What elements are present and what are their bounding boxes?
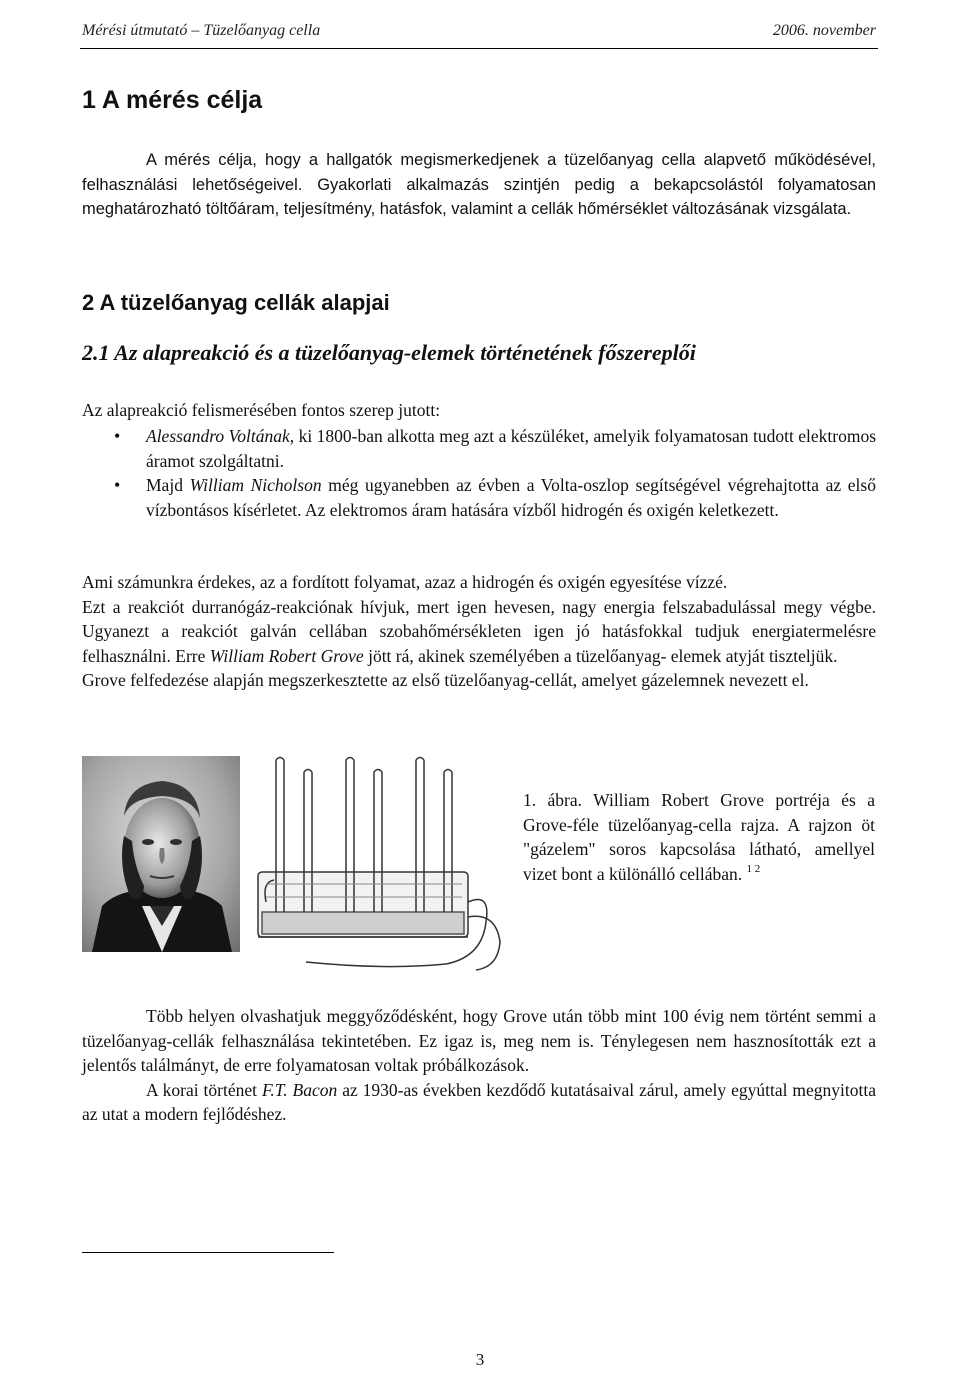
figure-caption bbox=[523, 788, 875, 886]
body-paragraphs bbox=[82, 570, 876, 693]
section-2-1-title: 2.1 Az alapreakció és a tüzelőanyag-elemek történetének főszereplői bbox=[82, 340, 696, 365]
person-name: F.T. Bacon bbox=[261, 1079, 338, 1100]
footnote-separator bbox=[82, 1252, 334, 1253]
section-2-title: 2 A tüzelőanyag cellák alapjai bbox=[82, 290, 390, 315]
running-header-date: 2006. november bbox=[772, 22, 876, 39]
person-name: William Robert Grove bbox=[209, 645, 364, 666]
history-text: Több helyen olvashatjuk meggyőződésként, hogy Grove után több mint 100 évig nem történt semmi a tüzelőanyag-cellák felhasználása tekintetében. Ez igaz is, meg nem is. Ténylegesen nem hasznosították ezt a jelentős találmányt, de erre folyamatosan voltak próbálkozások. bbox=[82, 1006, 876, 1075]
footnote-reference: 1 2 bbox=[746, 862, 761, 875]
section-1-title: 1 A mérés célja bbox=[82, 86, 263, 114]
grove-text-after: jött rá, akinek személyében a tüzelőanyag- elemek atyját tiszteljük. bbox=[363, 645, 838, 666]
bacon-paragraph bbox=[82, 1078, 876, 1127]
figure-caption-text: 1. ábra. William Robert Grove portréja és a Grove-féle tüzelőanyag-cella rajza. A rajzon öt "gázelem" soros kapcsolása látható, amellyel vizet bont a különálló cellában. bbox=[523, 790, 875, 884]
list-item bbox=[82, 473, 876, 522]
intro-paragraph: Az alapreakció felismerésében fontos szerep jutott: bbox=[82, 400, 441, 420]
header-rule bbox=[80, 48, 878, 49]
grove-paragraph bbox=[82, 595, 876, 669]
person-name: Alessandro Voltának bbox=[146, 426, 290, 446]
grove-cell-drawing bbox=[246, 752, 506, 974]
list-item-text: , ki 1800-ban alkotta meg azt a készüléket, amelyik folyamatosan tudott elektromos áramot szolgáltatni. bbox=[146, 426, 877, 471]
list-item-text: még ugyanebben az évben a Volta-oszlop segítségével végrehajtotta az első vízbontásos kísérletet. Az elektromos áram hatására vízből hidrogén és oxigén keletkezett. bbox=[146, 475, 876, 520]
grove-text-before: Ezt a reakciót durranógáz-reakciónak hívjuk, mert igen hevesen, nagy energia felszabadulással megy végbe. Ugyanezt a reakciót galván cellában szobahőmérsékleten igen jó hatásfokkal tudjuk energiatermelésre felhasználni. Erre bbox=[82, 596, 876, 666]
history-paragraph bbox=[82, 1004, 876, 1078]
contributors-list bbox=[82, 424, 876, 522]
running-header-title: Mérési útmutató – Tüzelőanyag cella bbox=[82, 22, 321, 39]
section-1-paragraph bbox=[82, 148, 876, 222]
page-number: 3 bbox=[475, 1350, 485, 1369]
grove-portrait-image bbox=[82, 756, 240, 952]
bacon-text-after: az 1930-as években kezdődő kutatásaival zárul, amely egyúttal megnyitotta az utat a modern fejlődéshez. bbox=[82, 1079, 877, 1124]
section-1-text: A mérés célja, hogy a hallgatók megismerkedjenek a tüzelőanyag cella alapvető működésével, felhasználási lehetőségeivel. Gyakorlati alkalmazás szintjén pedig a bekapcsolástól folyamatosan meghatározható töltőáram, teljesítmény, hatásfok, valamint a cellák hőmérséklet változásának vizsgálata. bbox=[82, 151, 876, 218]
closing-paragraphs bbox=[82, 1004, 876, 1127]
gas-cell-paragraph: Grove felfedezése alapján megszerkesztette az első tüzelőanyag-cellát, amelyet gázelemnek nevezett el. bbox=[82, 670, 809, 690]
list-item-prefix: Majd bbox=[146, 475, 190, 495]
reverse-process-paragraph: Ami számunkra érdekes, az a fordított folyamat, azaz a hidrogén és oxigén egyesítése vízzé. bbox=[82, 572, 728, 592]
person-name: William Nicholson bbox=[189, 475, 322, 495]
bacon-text-before: A korai történet bbox=[146, 1079, 262, 1100]
list-item bbox=[82, 424, 876, 473]
